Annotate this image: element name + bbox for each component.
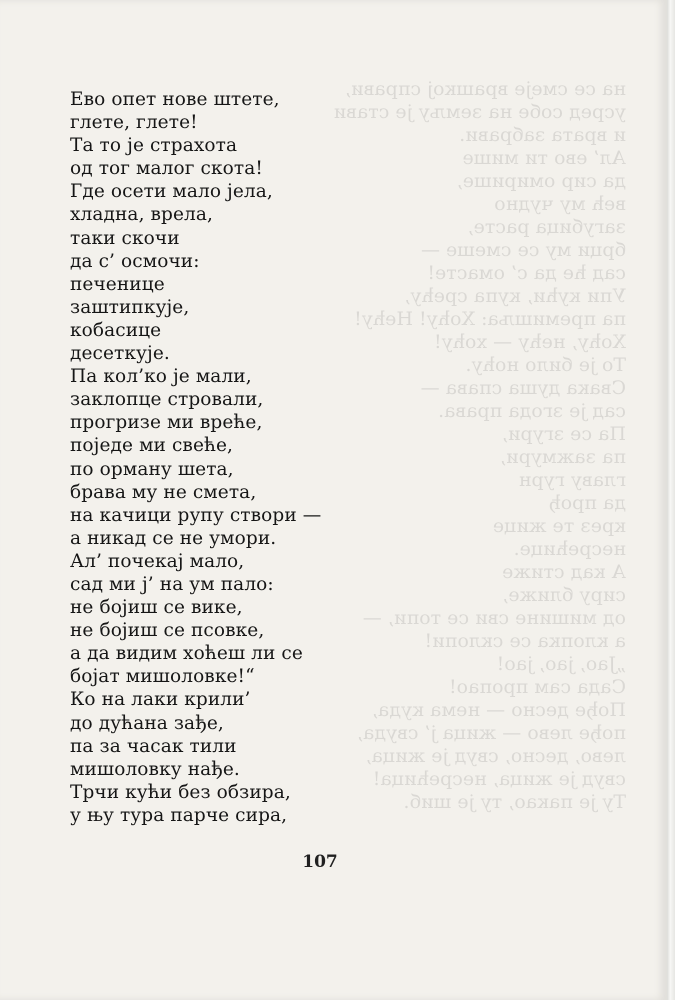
poem-line: Ко на лаки крили’ — [70, 689, 251, 711]
poem-line: кобасице — [70, 319, 162, 341]
poem-line: Па кол’ко је мали, — [70, 366, 252, 388]
poem-line: брава му не смета, — [70, 481, 257, 503]
poem-line: а да видим хоћеш ли се — [70, 643, 303, 665]
poem-line: у њу тура парче сира, — [70, 804, 288, 826]
poem-line: да с’ осмочи: — [70, 250, 200, 272]
poem-line: по орману шета, — [70, 458, 234, 480]
poem-line: поједе ми свеће, — [70, 435, 234, 457]
poem-line: од тог малог скота! — [70, 158, 263, 180]
poem-line: Та то је страхота — [70, 135, 238, 157]
poem-line: на качици рупу створи — — [70, 504, 322, 526]
poem-line: а никад се не умори. — [70, 527, 277, 549]
poem-line: Ал’ почекај мало, — [70, 550, 245, 572]
poem-line: сад ми ј’ на ум пало: — [70, 573, 274, 595]
poem-line: заклопце стровали, — [70, 389, 264, 411]
poem-line: Трчи кући без обзира, — [70, 781, 291, 803]
poem-line: печенице — [70, 273, 165, 295]
poem-line: не бојиш се псовке, — [70, 620, 265, 642]
poem-line: хладна, врела, — [70, 204, 213, 226]
poem-line: не бојиш се вике, — [70, 597, 243, 619]
poem-line: Ево опет нове штете, — [70, 89, 280, 110]
poem-line: до дућана зађе, — [70, 712, 224, 734]
poem-line: заштипкује, — [70, 296, 190, 318]
poem-line: бојат мишоловке!“ — [70, 666, 255, 688]
poem-line: таки скочи — [70, 227, 180, 249]
poem-line: десеткује. — [70, 343, 170, 365]
poem-line: прогризе ми вреће, — [70, 412, 263, 434]
bleed-through-text: на се смеје врашкој справи, усред собе на земљу је стави и врата забрави. Ал’ ево ти мише да сир омирише, већ му чудно загубица расте, брци му се смеше — сад ће да с’ омасте! Упи кући, купа срећу, па премишља: Хоћу! Нећу! Хоћу, нећу — хоћу! То је било ноћу. Свака душа спава — сад је згода права. Па се згури, па зажмури, главу гурн да прођ крез те жице несрећице. А кад стиже сиру ближе, од мишине сви се топи, — а клопка се склопи! „Јао, јао, јао! Сада сам пропао! Пође десно — нема куда, пође лево — жица ј’ свуда, лево, десно, свуд је жица, свуд је жица, несрећица! Ту је пакао, ту је шиб. — [333, 78, 626, 813]
poem-line: Где осети мало јела, — [70, 181, 273, 203]
poem-line: па за часак тили — [70, 735, 237, 757]
page-edge — [667, 0, 675, 1000]
page-number: 107 — [302, 852, 338, 872]
poem-line: мишоловку нађе. — [70, 758, 240, 780]
poem-line: глете, глете! — [70, 112, 198, 134]
poem-text — [70, 88, 321, 827]
